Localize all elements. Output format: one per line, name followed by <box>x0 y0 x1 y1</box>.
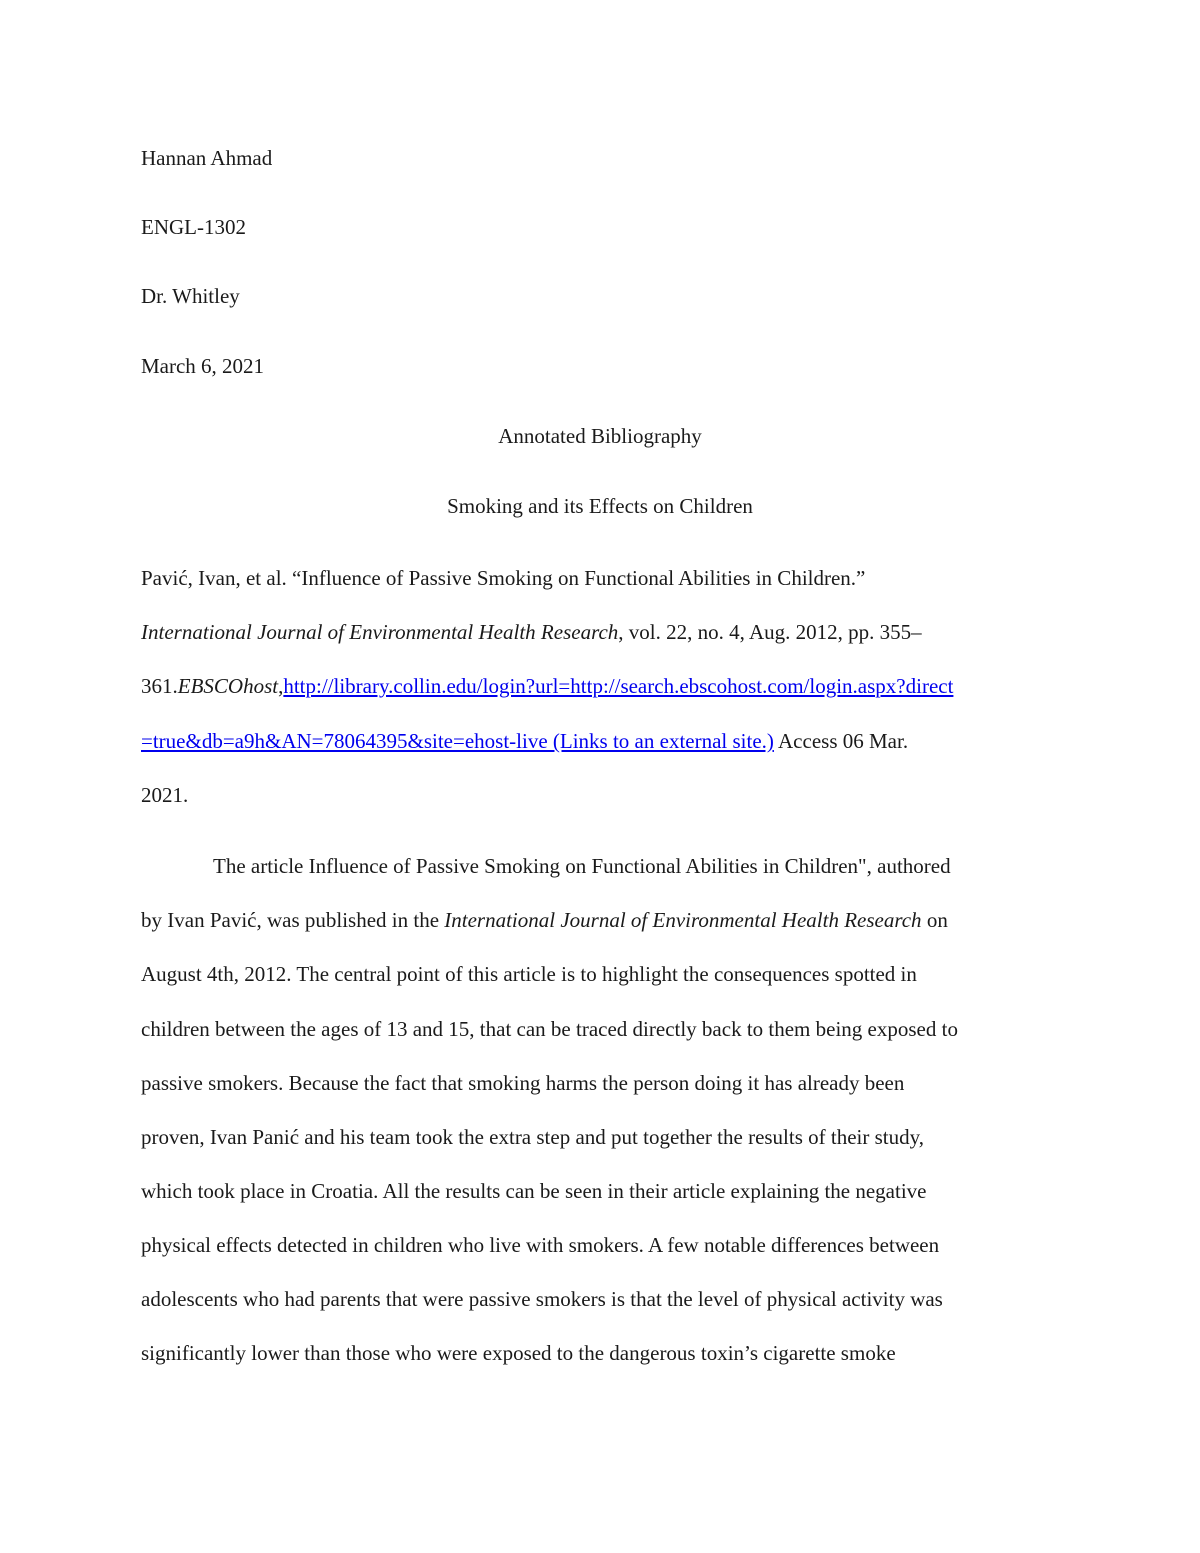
citation-comma: , <box>278 674 284 698</box>
citation-url-link[interactable]: http://library.collin.edu/login?url=http://search.ebscohost.com/login.aspx?direct <box>283 674 954 698</box>
annotation-line-4: children between the ages of 13 and 15, that can be traced directly back to them being exposed to <box>141 1017 958 1041</box>
citation-database: EBSCOhost <box>177 674 279 698</box>
citation-line-3 <box>141 672 953 700</box>
citation-line-5: 2021. <box>141 783 189 807</box>
annotation-line-8: physical effects detected in children who live with smokers. A few notable differences between <box>141 1233 940 1257</box>
citation-line-2 <box>141 618 922 646</box>
annotation-journal-title: International Journal of Environmental Health Research <box>444 908 922 932</box>
annotation-line-1: The article Influence of Passive Smoking on Functional Abilities in Children", authored <box>213 854 951 878</box>
document-subtitle: Smoking and its Effects on Children <box>447 494 753 518</box>
annotation-line-6: proven, Ivan Panić and his team took the extra step and put together the results of their study, <box>141 1125 925 1149</box>
citation-line-1: Pavić, Ivan, et al. “Influence of Passive Smoking on Functional Abilities in Children.” <box>141 566 866 590</box>
course-code: ENGL-1302 <box>141 215 246 239</box>
annotation-line-2-start: by Ivan Pavić, was published in the <box>141 908 445 932</box>
citation-url-link-continued[interactable]: =true&db=a9h&AN=78064395&site=ehost-live (Links to an external site.) <box>141 729 774 753</box>
author-name: Hannan Ahmad <box>141 146 273 170</box>
document-title: Annotated Bibliography <box>498 424 702 448</box>
annotation-line-10: significantly lower than those who were exposed to the dangerous toxin’s cigarette smoke <box>141 1341 896 1365</box>
document-date: March 6, 2021 <box>141 354 265 378</box>
annotation-line-9: adolescents who had parents that were passive smokers is that the level of physical activity was <box>141 1287 943 1311</box>
annotation-line-5: passive smokers. Because the fact that smoking harms the person doing it has already been <box>141 1071 905 1095</box>
citation-access-date: Access 06 Mar. <box>773 729 909 753</box>
instructor-name: Dr. Whitley <box>141 284 240 308</box>
annotation-line-7: which took place in Croatia. All the results can be seen in their article explaining the negative <box>141 1179 927 1203</box>
citation-journal: International Journal of Environmental Health Research <box>141 620 619 644</box>
citation-page-end: 361. <box>141 674 178 698</box>
annotation-line-2 <box>141 906 948 934</box>
annotation-line-2-end: on <box>921 908 948 932</box>
citation-volume-pages: , vol. 22, no. 4, Aug. 2012, pp. 355– <box>618 620 922 644</box>
citation-line-4 <box>141 727 908 755</box>
annotation-line-3: August 4th, 2012. The central point of this article is to highlight the consequences spotted in <box>141 962 917 986</box>
